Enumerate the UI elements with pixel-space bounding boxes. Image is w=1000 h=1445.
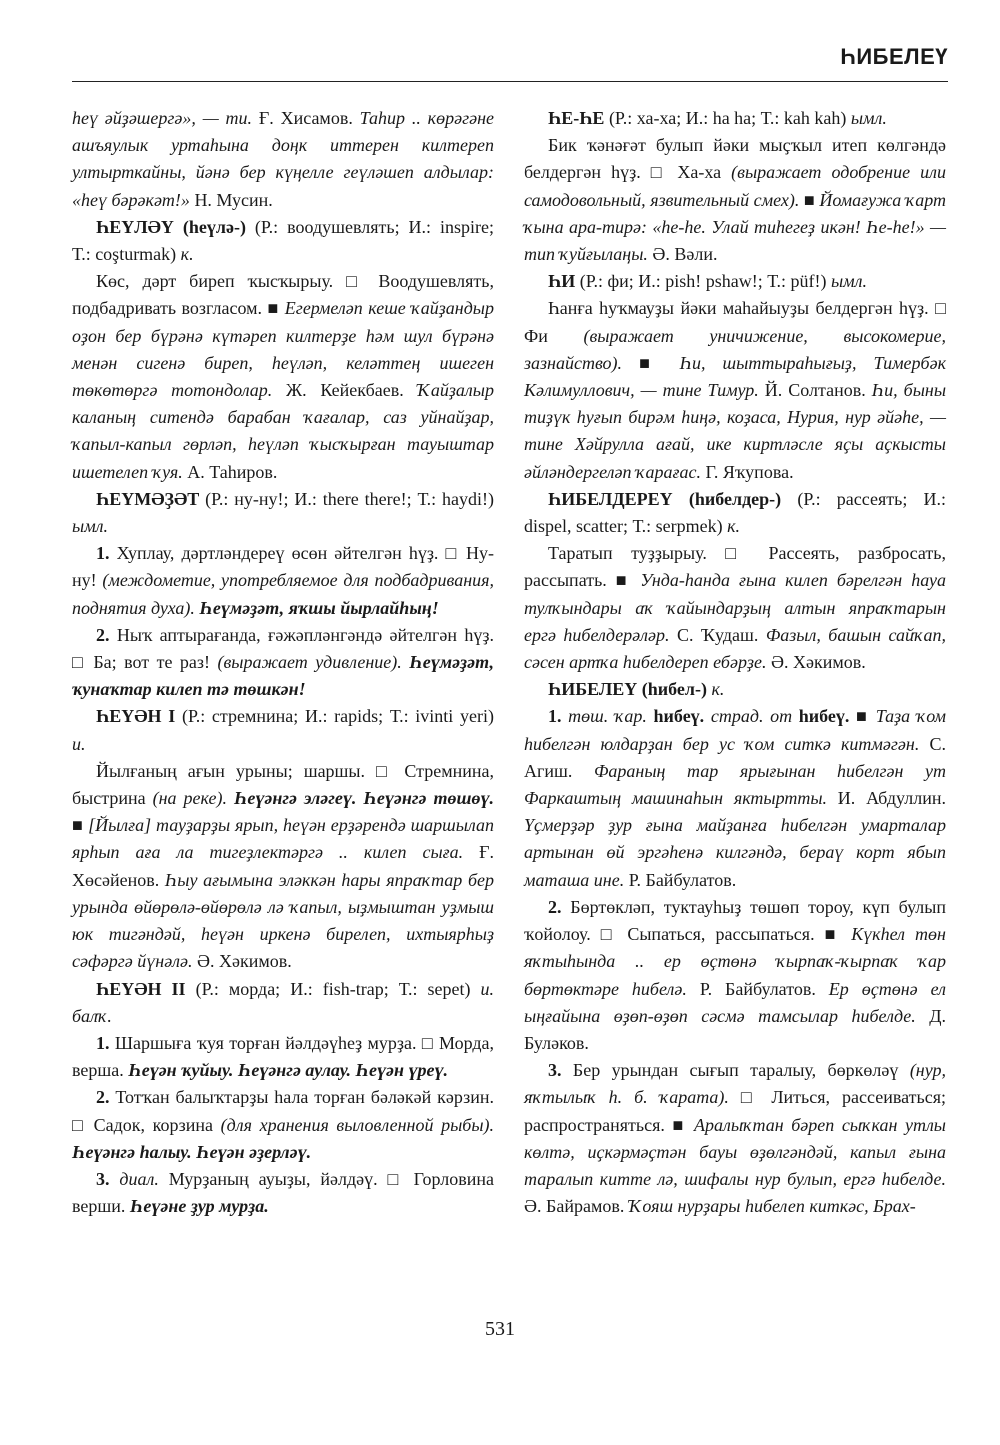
text-run: Бөртөкләп, туктауһыҙ төшөп тороу, күп булып ҡойолоу. □ Сыпаться, рассыпаться. ■ <box>524 896 946 945</box>
text-run <box>792 706 799 726</box>
text-run: Н. Мусин. <box>189 189 273 210</box>
text-run: Ә. Хәкимов. <box>192 951 292 972</box>
text-run: Фазыл, башын сайҡап, сәсен артҡа һибелдереп ебәрҙе. <box>524 624 946 673</box>
dictionary-paragraph <box>524 703 946 893</box>
text-run: Д. Буләков. <box>524 1005 946 1053</box>
dictionary-paragraph <box>524 295 946 485</box>
headword: һибеү. <box>798 706 850 727</box>
text-run: (Р.: воодушевлять; И.: inspire; Т.: coşturmak) <box>72 216 494 265</box>
text-run: Ә. Хәкимов. <box>766 652 866 673</box>
dictionary-paragraph <box>72 976 494 1030</box>
text-run: Һеүмәҙәт, ҡунаҡтар килеп тә төшкән! <box>72 652 495 700</box>
text-run: Тотҡан балыҡтарҙы һала торған бәләкәй кәрзин. □ Садок, корзина <box>72 1087 494 1135</box>
text-run: 3. <box>548 1060 562 1081</box>
text-run: Р. Байбулатов. <box>686 978 829 999</box>
headword: ҺИ <box>548 271 576 292</box>
text-run: 2. <box>96 624 110 645</box>
text-run: ымл. <box>850 108 887 128</box>
text-run: төш. ҡар. <box>568 706 647 727</box>
text-run: 1. <box>96 543 110 564</box>
text-run: ■ <box>72 815 89 836</box>
text-run: (Р.: рассеять; И.: dispel, scatter; Т.: serpmek) <box>524 488 946 537</box>
dictionary-paragraph <box>72 758 494 976</box>
text-run: Һеүәнгә эләгеү. Һеүәнгә төшөү. <box>233 788 494 809</box>
text-run: Һеүәнгә һалыу. Һеүән әҙерләү. <box>72 1141 312 1162</box>
running-head: ҺИБЕЛЕҮ <box>840 44 948 69</box>
headword: ҺЕ-ҺЕ <box>548 108 605 128</box>
text-run: ■ <box>849 706 876 727</box>
text-run: Һеүәне ҙур мурҙа. <box>129 1196 269 1217</box>
text-run: к. <box>711 679 725 700</box>
text-run: страд. от <box>710 706 793 727</box>
text-run: Ҡайҙалыр каланың ситендә барабан ҡағалар, саз уйнайҙар, ҡапыл-капыл гөрләп, һеүләп ҡысҡырған тауыштар ишетелеп ҡуя. <box>72 380 494 482</box>
text-run: 1. <box>96 1032 110 1053</box>
text-run: (для хранения выловленной рыбы). <box>220 1114 495 1135</box>
text-run: Йомағужа ҡарт ҡына ара-тирә: «һе-һе. Улай тиһегеҙ икән! Һе-һе!» — тип ҡуйғылаңы. <box>524 189 947 265</box>
text-run: (выражает удивление). <box>217 652 402 673</box>
text-run: (на реке). <box>152 788 227 809</box>
text-run: ■ <box>799 189 820 210</box>
headword: һибеү. <box>653 706 705 727</box>
text-run: Егермеләп кеше ҡайҙандыр оҙон бер бүрәнә күтәреп килтерҙе һәм шул бүрәнә менән сигенә биреп, һеүләп, келәттең ишеген төкөтөргә тотондолар. <box>72 298 494 401</box>
text-run: (выражает уничижение, высокомерие, зазнайство). <box>524 325 947 373</box>
text-run: Мурҙаның ауыҙы, йәлдәү. □ Горловина верши. <box>72 1168 494 1217</box>
text-run: Һи, быны тиҙүк һуғып бирәм һиңә, коҙаса, Нурия, нур әйәһе, — тине Хәйрулла ағай, ике киртләсле яҫы аҫкысты әйләндергеләп ҡарағас. <box>524 380 947 482</box>
text-run: [Йылға] тауҙарҙы ярып, һеүән ерҙәрендә шаршылап ярһып аға ла тигеҙлектәргә .. килеп сыға. <box>72 815 494 863</box>
text-run: Г. Яҡупова. <box>700 461 794 482</box>
headword: ҺЕҮМӘҘӘТ <box>96 488 200 509</box>
text-run: Ныҡ аптырағанда, ғәжәпләнгәндә әйтелгән һүҙ. □ Ба; вот те раз! <box>72 624 494 673</box>
text-run: 2. <box>548 896 562 917</box>
dictionary-paragraph <box>524 676 946 703</box>
text-run: Й. Солтанов. <box>758 380 872 401</box>
text-run: и. <box>72 733 86 754</box>
text-run: (междометие, употребляемое для подбадривания, поднятия духа). <box>72 570 494 618</box>
text-run: Р. Байбулатов. <box>624 869 737 890</box>
dictionary-paragraph <box>524 540 946 676</box>
text-run: Йылғаның ағын урыны; шаршы. □ Стремнина, быстрина <box>72 760 494 809</box>
text-run: (выражает одобрение или самодовольный, язвительный смех). <box>524 162 947 210</box>
text-run: (нур, яҡтылыҡ һ. б. ҡарата). <box>524 1060 946 1108</box>
text-run <box>704 706 711 726</box>
text-run: Ә. Вәли. <box>647 244 718 265</box>
dictionary-paragraph <box>524 268 946 295</box>
text-run: Фараның тар ярығынан һибелгән ут Фаркаштың машинаһын яктыртты. <box>524 760 946 809</box>
text-run: Таһир .. көрәгәне ашъяулык уртаһына доңк иттерен килтереп ултырткайны, йәнә бер күңелле геүләшеп алдылар: «һеү бәрәкәт!» <box>72 108 494 210</box>
text-run: Һи, шыттыраһығыҙ, Тимербәк Кәлимуллович, — тине Тимур. <box>524 352 947 401</box>
dictionary-paragraph <box>72 622 494 704</box>
text-run: и. балҡ. <box>72 978 494 1026</box>
dictionary-paragraph <box>72 268 494 486</box>
dictionary-paragraph <box>72 105 494 214</box>
dictionary-paragraph <box>72 486 494 540</box>
text-run: Ғ. Хисамов. <box>258 108 360 128</box>
text-run: 3. <box>96 1168 110 1189</box>
text-run: □ Литься, рассеиваться; распространяться. ■ <box>524 1087 946 1135</box>
text-run: Һеүән ҡуйыу. Һеүәнгә аулау. Һеүән үреү. <box>128 1060 448 1081</box>
text-run: ■ <box>622 352 680 373</box>
text-run: 1. <box>548 706 562 727</box>
text-run: к. <box>180 244 194 265</box>
headword: ҺИБЕЛДЕРЕҮ (һибелдер-) <box>548 488 782 509</box>
right-column <box>524 105 946 1220</box>
text-run: С. Ҡудаш. <box>669 624 766 645</box>
text-run: Һанға һуҡмауҙы йәки маһайыуҙы белдергән һүҙ. □ Фи <box>524 298 946 346</box>
dictionary-paragraph <box>72 1166 494 1220</box>
dictionary-paragraph <box>524 486 946 540</box>
text-run: (Р.: фи; И.: pish! pshaw!; Т.: püf!) <box>575 271 831 292</box>
dictionary-paragraph <box>72 703 494 757</box>
text-run <box>227 788 234 808</box>
text-run: Ж. Кейекбаев. <box>272 380 418 401</box>
text-run: Шаршыға ҡуя торған йәлдәүһеҙ мурҙа. □ Морда, верша. <box>72 1032 494 1081</box>
text-run: Һеүмәҙәт, яҡшы йырлайһың! <box>199 597 439 618</box>
text-run: Бер урындан сығып таралыу, бөркөләү <box>561 1060 910 1081</box>
left-column <box>72 105 494 1220</box>
text-run: Унда-һанда ғына килеп бәрелгән һауа тулҡындары аҡ ҡайындарҙың алтын япраҡтарын ергә һибелдерәләр. <box>524 570 946 645</box>
text-run: Аралыҡтан бәреп сыҡкан утлы көлтә, иҫкәрмәҫтән бауы өҙөлгәндәй, капыл ғына таралып китте лә, шифалы нур булып, ергә һибелде. <box>524 1114 946 1189</box>
text-run: (Р.: ну-ну!; И.: there there!; Т.: haydi!) <box>199 488 494 509</box>
dictionary-paragraph <box>72 214 494 268</box>
text-run: Хуплау, дәртләндереү өсөн әйтелгән һүҙ. □ Ну-ну! <box>72 543 494 591</box>
text-run: Күкһел төн яҡтыһында .. ер өҫтөнә ҡырпаҡ-ҡырпаҡ ҡар бөртөктәре һибелә. <box>524 924 946 999</box>
text-run: Ер өҫтөнә ел ыңғайына өҙөп-өҙөп сәсмә тамсылар һибелде. <box>524 978 947 1026</box>
dictionary-paragraph <box>524 894 946 1057</box>
dictionary-paragraph <box>524 1057 946 1220</box>
headword: ҺИБЕЛЕҮ (һибел-) <box>548 679 708 700</box>
text-run: ымл. <box>72 516 109 537</box>
text-run: С. Агиш. <box>524 733 946 781</box>
text-run <box>647 706 654 726</box>
headword: ҺЕҮӘН I <box>96 706 176 727</box>
page-number: 531 <box>485 1318 515 1340</box>
text-run: (Р.: стремнина; И.: rapids; Т.: ivinti yeri) <box>175 706 494 727</box>
dictionary-paragraph <box>524 132 946 268</box>
text-run: И. Абдуллин. <box>827 788 946 809</box>
dictionary-paragraph <box>72 540 494 622</box>
text-run <box>110 1169 120 1189</box>
text-run: Ғ. Хөсәйенов. <box>72 842 495 890</box>
text-run: Ҡояш нурҙары һибелеп киткәс, Брах- <box>628 1196 916 1217</box>
headword: ҺЕҮӘН II <box>96 978 186 999</box>
headword: ҺЕҮЛӘҮ (һеүлә-) <box>96 216 246 237</box>
text-run: Һыу ағымына эләккән һары япраҡтар бер урында өйөрөлә-өйөрөлә лә ҡапыл, ыҙмыштан уҙмыш юк тигәндәй, һеүән иркенә бирелеп, ихтыярһыҙ сәфәргә йүнәлә. <box>72 869 495 972</box>
text-run: Көс, дәрт биреп ҡысҡырыу. □ Воодушевлять, подбадривать возгласом. ■ <box>72 271 494 319</box>
dictionary-paragraph <box>72 1030 494 1084</box>
header-rule <box>72 81 948 82</box>
text-run: Таҙа ҡом һибелгән юлдарҙан бер ус ҡом ситкә китмәгән. <box>524 706 947 754</box>
text-run: Таратып туҙҙырыу. □ Рассеять, разбросать, рассыпать. ■ <box>524 543 946 591</box>
text-run: (Р.: морда; И.: fish-trap; Т.: sepet) <box>185 978 481 999</box>
dictionary-paragraph <box>72 1084 494 1166</box>
text-run: А. Таһиров. <box>182 461 278 482</box>
text-run: диал. <box>119 1168 159 1189</box>
text-run: (Р.: ха-ха; И.: ha ha; Т.: kah kah) <box>604 108 851 128</box>
text-run: 2. <box>96 1087 110 1108</box>
dictionary-paragraph <box>524 105 946 132</box>
text-run: ымл. <box>830 271 867 292</box>
text-run: Үҫмерҙәр ҙур ғына майҙанға һибелгән умарталар артынан өй эргәһенә килгәндә, бераү корт ябып маташа ине. <box>524 815 946 890</box>
text-run: Бик ҡәнәғәт булып йәки мыҫҡыл итеп көлгәндә белдергән һүҙ. □ Ха-ха <box>524 135 946 183</box>
text-run: һеү әйҙәшергә», — ти. <box>72 108 259 128</box>
text-run: к. <box>727 516 741 537</box>
text-run: Ә. Байрамов. <box>524 1196 629 1217</box>
